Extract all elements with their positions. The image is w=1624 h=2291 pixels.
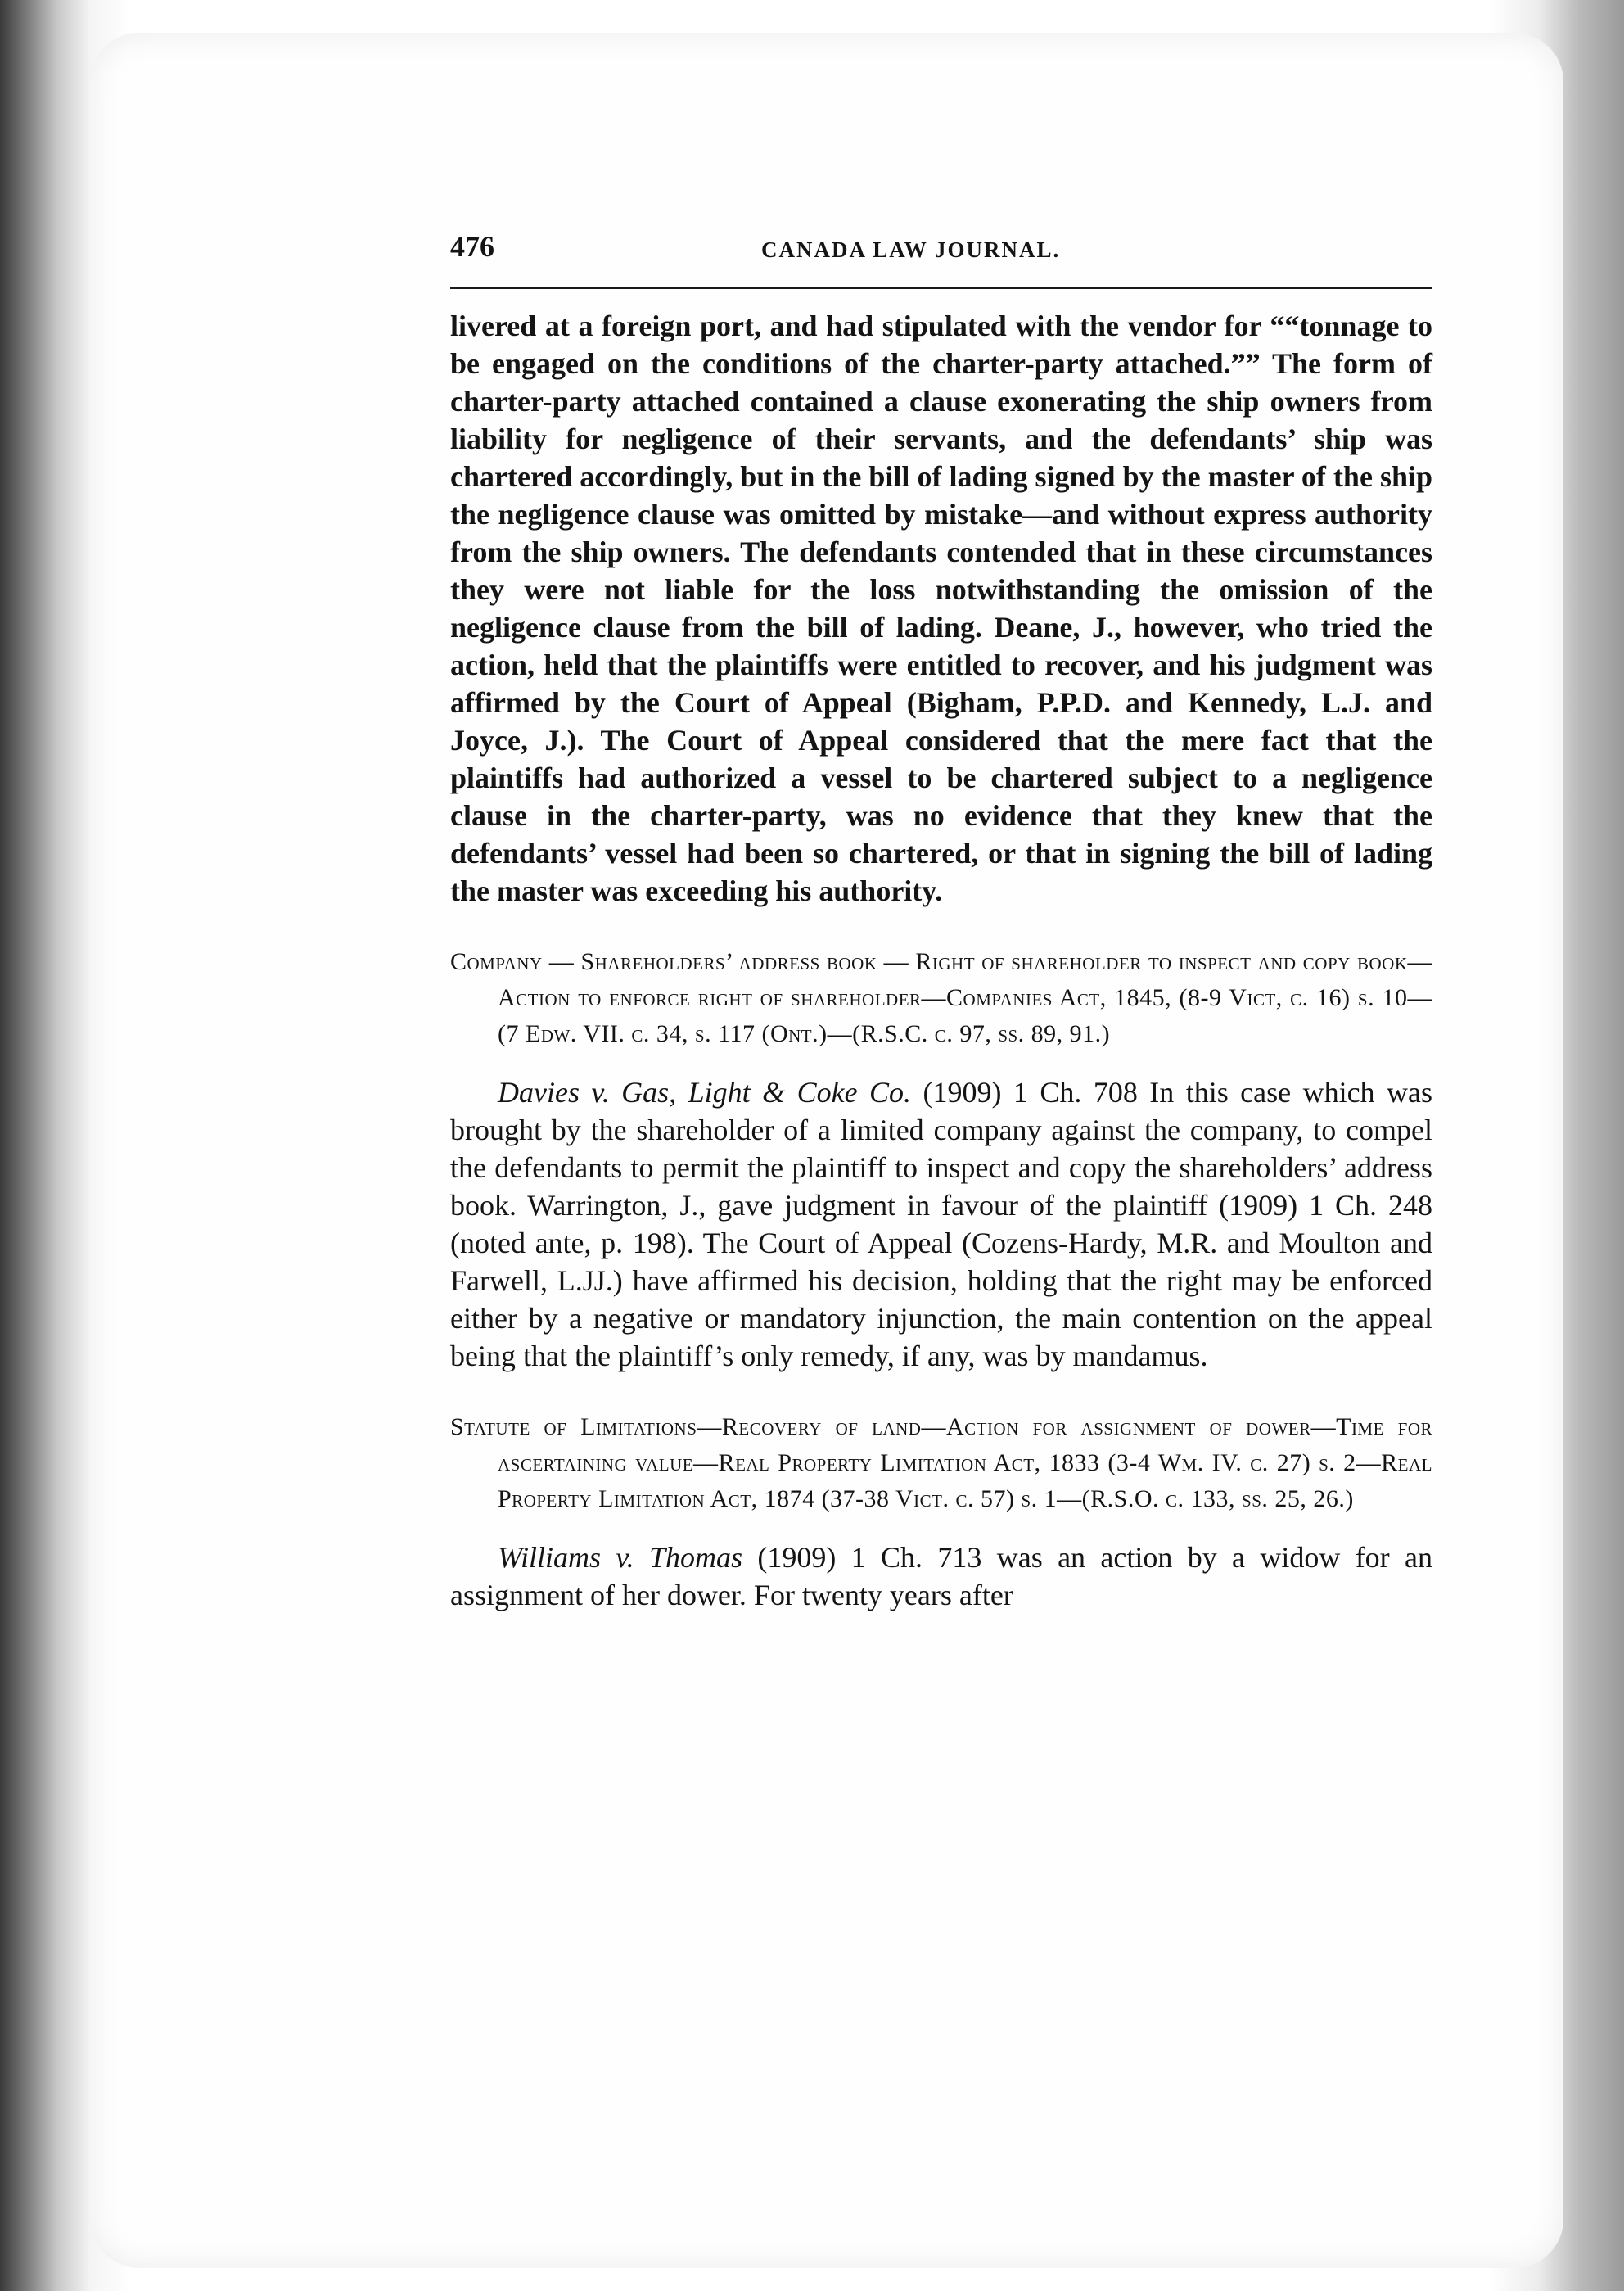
case-name-davies: Davies v. Gas, Light & Coke Co. xyxy=(498,1076,912,1109)
header-rule xyxy=(450,287,1432,289)
page-number: 476 xyxy=(450,230,494,263)
headnote-limitations: Statute of Limitations—Recovery of land—Action for assignment of dower—Time for ascertaining value—Real Property Limitation Act, 1833 (3-4 Wm. IV. c. 27) s. 2—Real Property Limitation Act, 1874 (37-38 Vict. c. 57) s. 1—(R.S.O. c. 133, ss. 25, 26.) xyxy=(450,1413,1432,1512)
case-paragraph-davies xyxy=(450,1073,1432,1375)
case-name-williams: Williams v. Thomas xyxy=(498,1541,743,1574)
page-header xyxy=(450,229,1432,278)
headnote-company: Company — Shareholders’ address book — Right of shareholder to inspect and copy book—Action to enforce right of shareholder—Companies Act, 1845, (8-9 Vict, c. 16) s. 10— (7 Edw. VII. c. 34, s. 117 (Ont.)—(R.S.C. c. 97, ss. 89, 91.) xyxy=(450,948,1432,1047)
page-content xyxy=(450,229,1432,1614)
case-paragraph-williams xyxy=(450,1539,1432,1614)
body-paragraph-1: livered at a foreign port, and had stipulated with the vendor for ““tonnage to be engaged on the conditions of the charter-party attached.”” The form of charter-party attached contained a clause exonerating the ship owners from liability for negligence of their servants, and the defendants’ ship was chartered accordingly, but in the bill of lading signed by the master of the ship the negligence clause was omitted by mistake—and without express authority from the ship owners. The defendants contended that in these circumstances they were not liable for the loss notwithstanding the omission of the negligence clause from the bill of lading. Deane, J., however, who tried the action, held that the plaintiffs were entitled to recover, and his judgment was affirmed by the Court of Appeal (Bigham, P.P.D. and Kennedy, L.J. and Joyce, J.). The Court of Appeal considered that the mere fact that the plaintiffs had authorized a vessel to be chartered subject to a negligence clause in the charter-party, was no evidence that they knew that the defendants’ vessel had been so chartered, or that in signing the bill of lading the master was exceeding his authority. xyxy=(450,310,1432,907)
running-title: CANADA LAW JOURNAL. xyxy=(761,237,1061,262)
case-text-davies: (1909) 1 Ch. 708 In this case which was brought by the shareholder of a limited company against the company, to compel the defendants to permit the plaintiff to inspect and copy the shareholders’ address book. Warrington, J., gave judgment in favour of the plaintiff (1909) 1 Ch. 248 (noted ante, p. 198). The Court of Appeal (Cozens-Hardy, M.R. and Moulton and Farwell, L.JJ.) have affirmed his decision, holding that the right may be enforced either by a negative or mandatory injunction, the main contention on the appeal being that the plaintiff’s only remedy, if any, was by mandamus. xyxy=(450,1076,1432,1372)
case-text-williams: (1909) 1 Ch. 713 was an action by a widow for an assignment of her dower. For twenty years after xyxy=(450,1541,1432,1611)
